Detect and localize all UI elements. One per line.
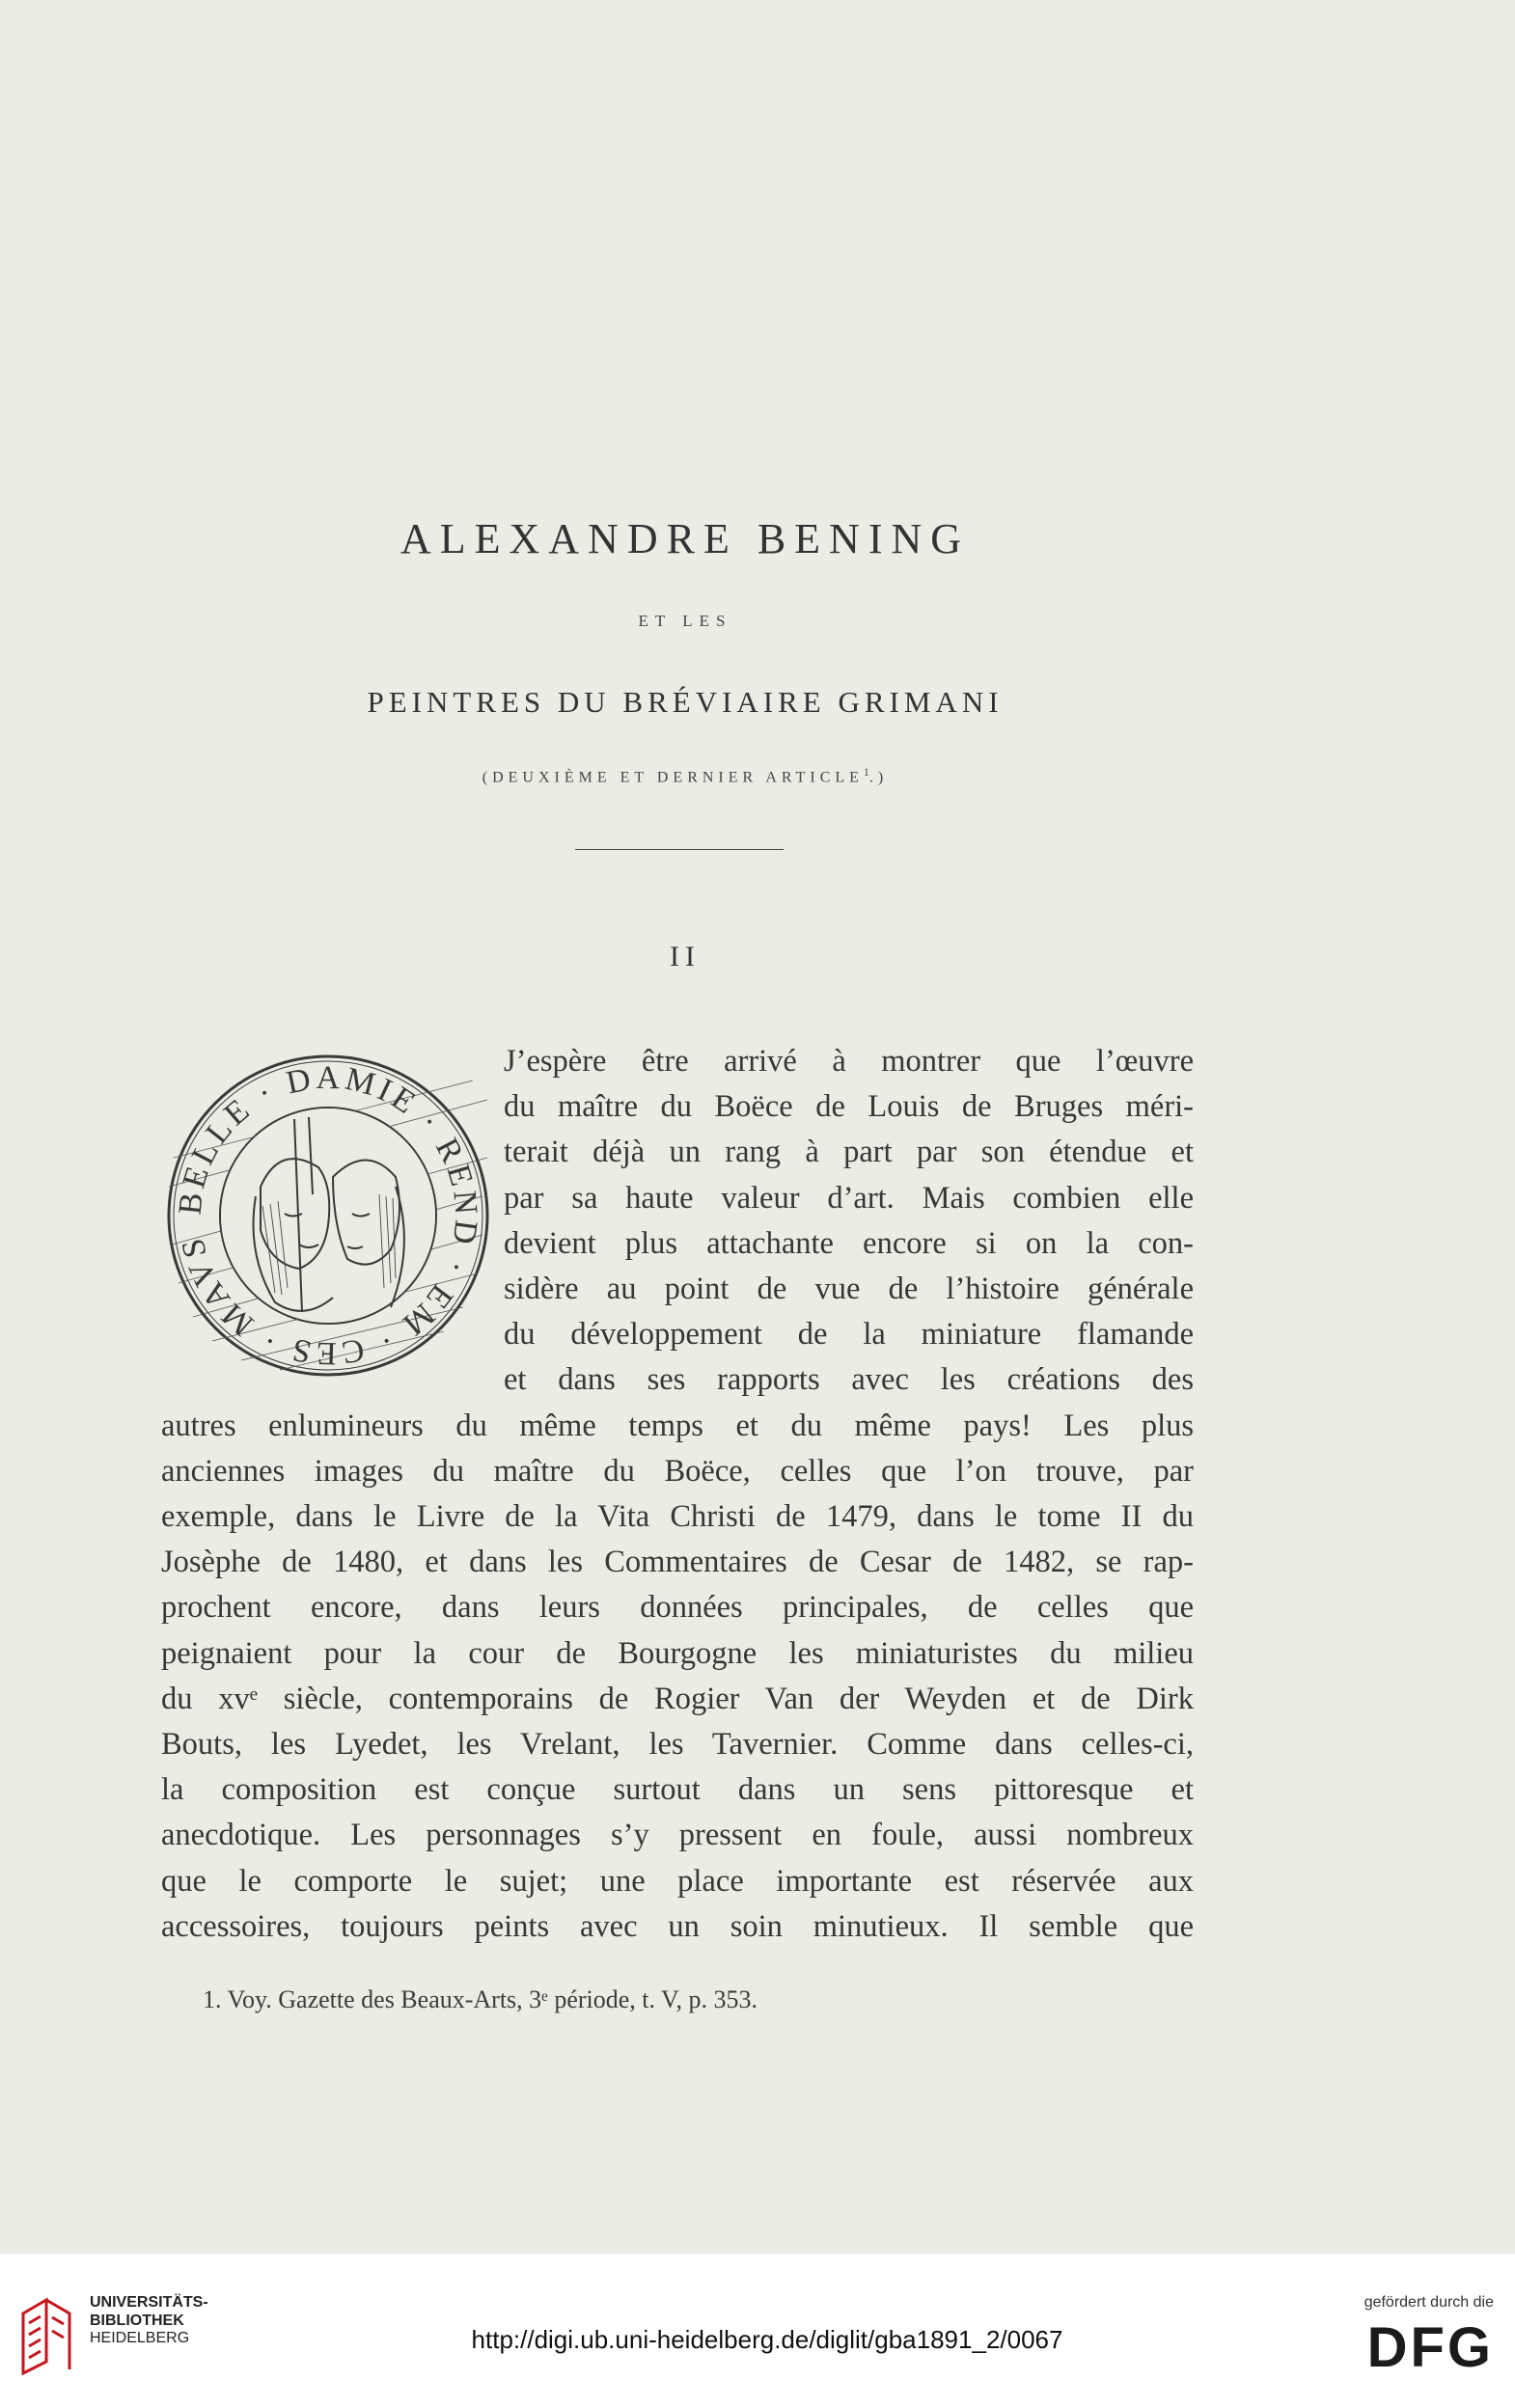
body-line: anecdotique. Les personnages s’y pressent en foule, aussi nombreux <box>161 1818 1194 1853</box>
footnote: 1. Voy. Gazette des Beaux-Arts, 3ᵉ période, t. V, p. 353. <box>203 1985 758 2013</box>
article-note-close: .) <box>868 769 889 786</box>
footnote-ref: 1 <box>863 765 869 779</box>
body-line: peignaient pour la cour de Bourgogne les miniaturistes du milieu <box>161 1635 1194 1671</box>
library-name-line: BIBLIOTHEK <box>90 2312 184 2329</box>
body-line: Bouts, les Lyedet, les Vrelant, les Tavernier. Comme dans celles-ci, <box>161 1727 1194 1763</box>
body-line: Josèphe de 1480, et dans les Commentaires de Cesar de 1482, se rap- <box>161 1545 1194 1580</box>
funded-by-label: gefördert durch die <box>1364 2294 1494 2311</box>
seal-inscription-path: BELLE · DAMIE · REND · EM · CES · MAVS <box>172 1059 484 1372</box>
article-title: ALEXANDRE BENING <box>399 515 971 562</box>
dfg-logo: DFG <box>1366 2316 1494 2379</box>
body-line: du maître du Boëce de Louis de Bruges méri- <box>504 1089 1194 1125</box>
body-line: du xvᵉ siècle, contemporains de Rogier Van der Weyden et de Dirk <box>161 1681 1194 1716</box>
article-body <box>161 1039 1194 1950</box>
body-line: accessoires, toujours peints avec un soin minutieux. Il semble que <box>161 1908 1194 1944</box>
body-line: que le comporte le sujet; une place importante est réservée aux <box>161 1863 1194 1899</box>
library-name-line: HEIDELBERG <box>90 2330 190 2346</box>
body-line: terait déjà un rang à part par son étendue et <box>504 1135 1194 1170</box>
library-name-line: UNIVERSITÄTS- <box>90 2294 208 2311</box>
body-line: autres enlumineurs du même temps et du même pays! Les plus <box>161 1408 1194 1443</box>
body-line: prochent encore, dans leurs données principales, de celles que <box>161 1590 1194 1626</box>
body-line: du développement de la miniature flamande <box>504 1317 1194 1353</box>
section-number: II <box>670 941 701 972</box>
body-line: la composition est conçue surtout dans un sens pittoresque et <box>161 1772 1194 1808</box>
body-line: par sa haute valeur d’art. Mais combien elle <box>504 1180 1194 1216</box>
body-line: devient plus attachante encore si on la con- <box>504 1225 1194 1261</box>
article-note-text: (DEUXIÈME ET DERNIER ARTICLE <box>482 769 864 786</box>
body-line: sidère au point de vue de l’histoire générale <box>504 1272 1194 1307</box>
body-line: et dans ses rapports avec les créations des <box>504 1362 1194 1398</box>
permalink-url[interactable]: http://digi.ub.uni-heidelberg.de/diglit/gba1891_2/0067 <box>471 2325 1063 2354</box>
article-connector: ET LES <box>638 612 732 630</box>
body-line: anciennes images du maître du Boëce, celles que l’on trouve, par <box>161 1453 1194 1489</box>
title-divider <box>575 849 784 850</box>
body-line: exemple, dans le Livre de la Vita Christi de 1479, dans le tome II du <box>161 1499 1194 1535</box>
article-subtitle: PEINTRES DU BRÉVIAIRE GRIMANI <box>367 685 1004 719</box>
body-line: J’espère être arrivé à montrer que l’œuvre <box>504 1044 1194 1079</box>
article-note <box>0 765 1370 786</box>
